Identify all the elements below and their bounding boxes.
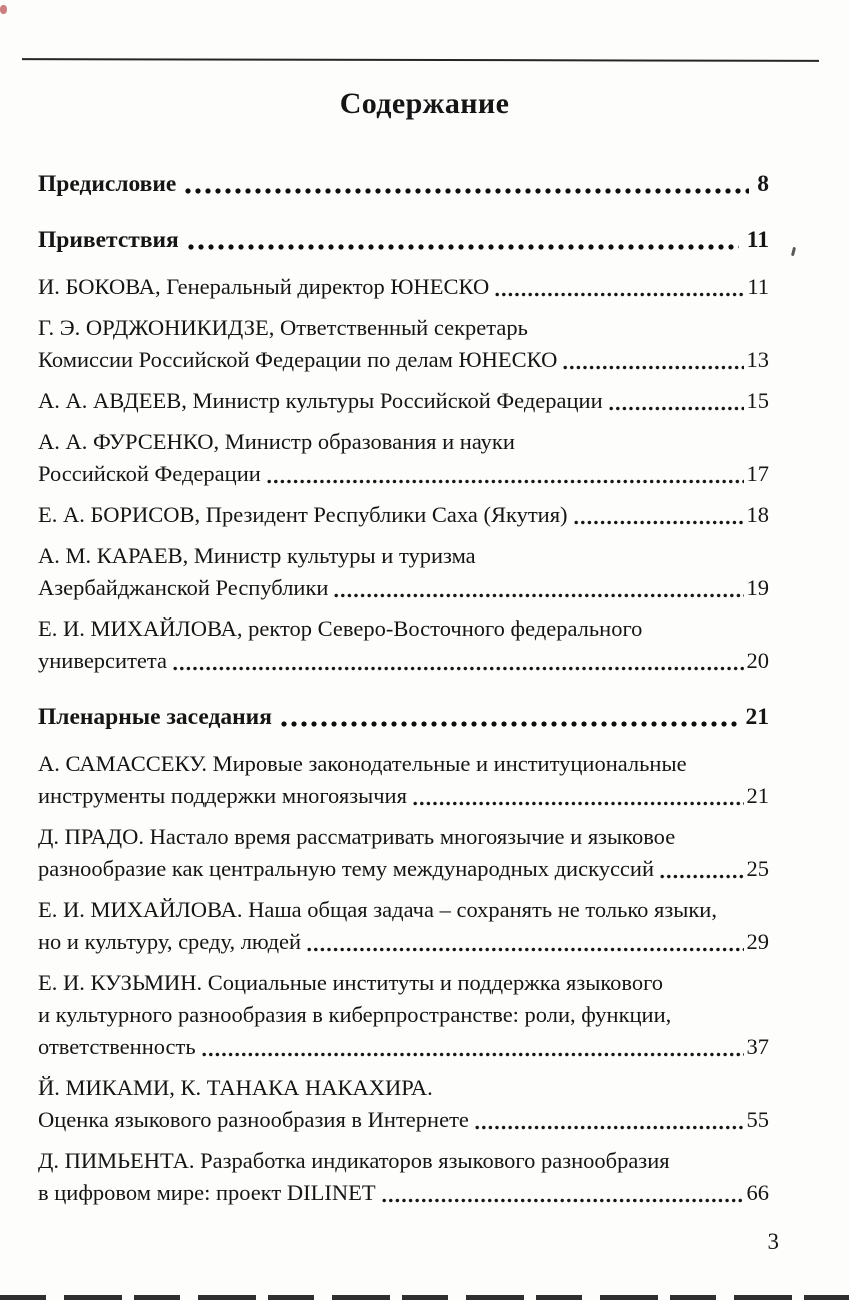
toc-entry-page-number: 29 xyxy=(746,929,769,954)
toc-entry-text: Оценка языкового разнообразия в Интернете xyxy=(38,1107,469,1132)
toc-entry-text: Приветствия xyxy=(38,227,179,253)
dot-leader xyxy=(267,479,744,484)
dot-leader xyxy=(475,1125,744,1130)
scan-bottom-edge-strip xyxy=(0,1295,849,1300)
toc-entry-text: университета xyxy=(38,648,168,673)
dot-leader xyxy=(574,520,744,525)
toc-entry-page-number: 55 xyxy=(746,1107,769,1132)
toc-entry-line: Д. ПРАДО. Настало время рассматривать многоязычие и языковое xyxy=(38,824,676,849)
page-number: 3 xyxy=(767,1229,779,1254)
toc-entry-line: и культурного разнообразия в киберпространстве: роли, функции, xyxy=(38,1002,672,1027)
toc-entry-line: А. А. ФУРСЕНКО, Министр образования и науки xyxy=(38,429,515,454)
dot-leader xyxy=(281,721,738,727)
toc-entry-line: А. САМАССЕКУ. Мировые законодательные и институциональные xyxy=(38,751,687,776)
dot-leader xyxy=(495,292,744,297)
toc-entry-page-number: 66 xyxy=(746,1180,769,1205)
toc-entry-text: Азербайджанской Республики xyxy=(38,575,329,600)
toc-list xyxy=(0,122,849,1209)
toc-entry-lastline xyxy=(38,344,769,376)
toc-entry-text: инструменты поддержки многоязычия xyxy=(38,783,407,808)
toc-entry-text: в цифровом мире: проект DILINET xyxy=(38,1180,376,1205)
dot-leader xyxy=(660,874,743,879)
toc-entry-lastline xyxy=(38,385,769,417)
toc-entry-text: Пленарные заседания xyxy=(38,704,272,730)
toc-entry xyxy=(38,1072,769,1136)
toc-entry xyxy=(38,748,769,812)
toc-entry-text: разнообразие как центральную тему международных дискуссий xyxy=(38,856,655,881)
toc-entry-lastline xyxy=(38,271,769,303)
toc-entry-text: Е. А. БОРИСОВ, Президент Республики Саха (Якутия) xyxy=(38,502,568,527)
toc-entry-lastline xyxy=(38,780,769,812)
toc-entry-lastline xyxy=(38,1031,769,1063)
toc-entry-text: Российской Федерации xyxy=(38,461,261,486)
toc-entry xyxy=(38,613,769,677)
toc-entry-text: И. БОКОВА, Генеральный директор ЮНЕСКО xyxy=(38,274,490,299)
toc-entry-line: Е. И. КУЗЬМИН. Социальные институты и поддержка языкового xyxy=(38,970,664,995)
toc-entry-lastline xyxy=(38,499,769,531)
toc-entry-line: Е. И. МИХАЙЛОВА. Наша общая задача – сохранять не только языки, xyxy=(38,897,717,922)
scan-artifact-red-mark xyxy=(0,5,7,14)
toc-entry-lastline xyxy=(38,572,769,604)
toc-entry xyxy=(38,967,769,1063)
toc-entry-page-number: 19 xyxy=(746,575,769,600)
toc-entry xyxy=(38,894,769,958)
dot-leader xyxy=(413,801,744,806)
dot-leader xyxy=(382,1198,744,1203)
toc-entry-lastline xyxy=(38,168,769,200)
toc-entry-page-number: 25 xyxy=(746,856,769,881)
toc-entry-lastline xyxy=(38,458,769,490)
toc-entry-page-number: 8 xyxy=(757,171,769,197)
toc-entry-page-number: 21 xyxy=(745,704,769,730)
dot-leader xyxy=(563,365,743,370)
toc-entry-page-number: 15 xyxy=(746,388,769,413)
toc-entry-page-number: 13 xyxy=(746,347,769,372)
toc-entry xyxy=(38,385,769,417)
toc-entry-page-number: 18 xyxy=(746,502,769,527)
toc-entry xyxy=(38,540,769,604)
dot-leader xyxy=(202,1052,744,1057)
toc-entry-line: Д. ПИМЬЕНТА. Разработка индикаторов языкового разнообразия xyxy=(38,1148,670,1173)
toc-entry xyxy=(38,821,769,885)
toc-entry-lastline xyxy=(38,701,769,733)
toc-entry-text: но и культуру, среду, людей xyxy=(38,929,302,954)
toc-entry xyxy=(38,499,769,531)
toc-entry-lastline xyxy=(38,1177,769,1209)
toc-entry-lastline xyxy=(38,224,769,256)
toc-entry-line: Г. Э. ОРДЖОНИКИДЗЕ, Ответственный секретарь xyxy=(38,315,528,340)
dot-leader xyxy=(173,666,743,671)
dot-leader xyxy=(307,947,743,952)
toc-section-heading xyxy=(38,701,769,733)
dot-leader xyxy=(185,188,749,194)
toc-entry-page-number: 20 xyxy=(746,648,769,673)
toc-section-heading xyxy=(38,224,769,256)
toc-entry-line: Е. И. МИХАЙЛОВА, ректор Северо-Восточного федерального xyxy=(38,616,643,641)
toc-entry-lastline xyxy=(38,853,769,885)
dot-leader xyxy=(188,244,739,250)
toc-entry xyxy=(38,271,769,303)
toc-entry xyxy=(38,1145,769,1209)
toc-entry-line: Й. МИКАМИ, К. ТАНАКА НАКАХИРА. xyxy=(38,1075,433,1100)
toc-entry-lastline xyxy=(38,1104,769,1136)
page-title: Содержание xyxy=(339,87,510,120)
toc-entry-text: Предисловие xyxy=(38,171,177,197)
toc-section-heading xyxy=(38,168,769,200)
dot-leader xyxy=(334,593,743,598)
toc-entry-text: А. А. АВДЕЕВ, Министр культуры Российской Федерации xyxy=(38,388,603,413)
toc-entry-text: ответственность xyxy=(38,1034,196,1059)
toc-entry-text: Комиссии Российской Федерации по делам ЮНЕСКО xyxy=(38,347,558,372)
toc-entry-page-number: 11 xyxy=(746,227,769,253)
toc-entry-page-number: 37 xyxy=(746,1034,769,1059)
toc-entry xyxy=(38,312,769,376)
dot-leader xyxy=(609,406,744,411)
toc-entry-line: А. М. КАРАЕВ, Министр культуры и туризма xyxy=(38,543,476,568)
toc-entry-lastline xyxy=(38,645,769,677)
toc-entry-page-number: 17 xyxy=(746,461,769,486)
toc-entry-page-number: 11 xyxy=(747,274,769,299)
toc-entry xyxy=(38,426,769,490)
toc-entry-lastline xyxy=(38,926,769,958)
toc-entry-page-number: 21 xyxy=(746,783,769,808)
